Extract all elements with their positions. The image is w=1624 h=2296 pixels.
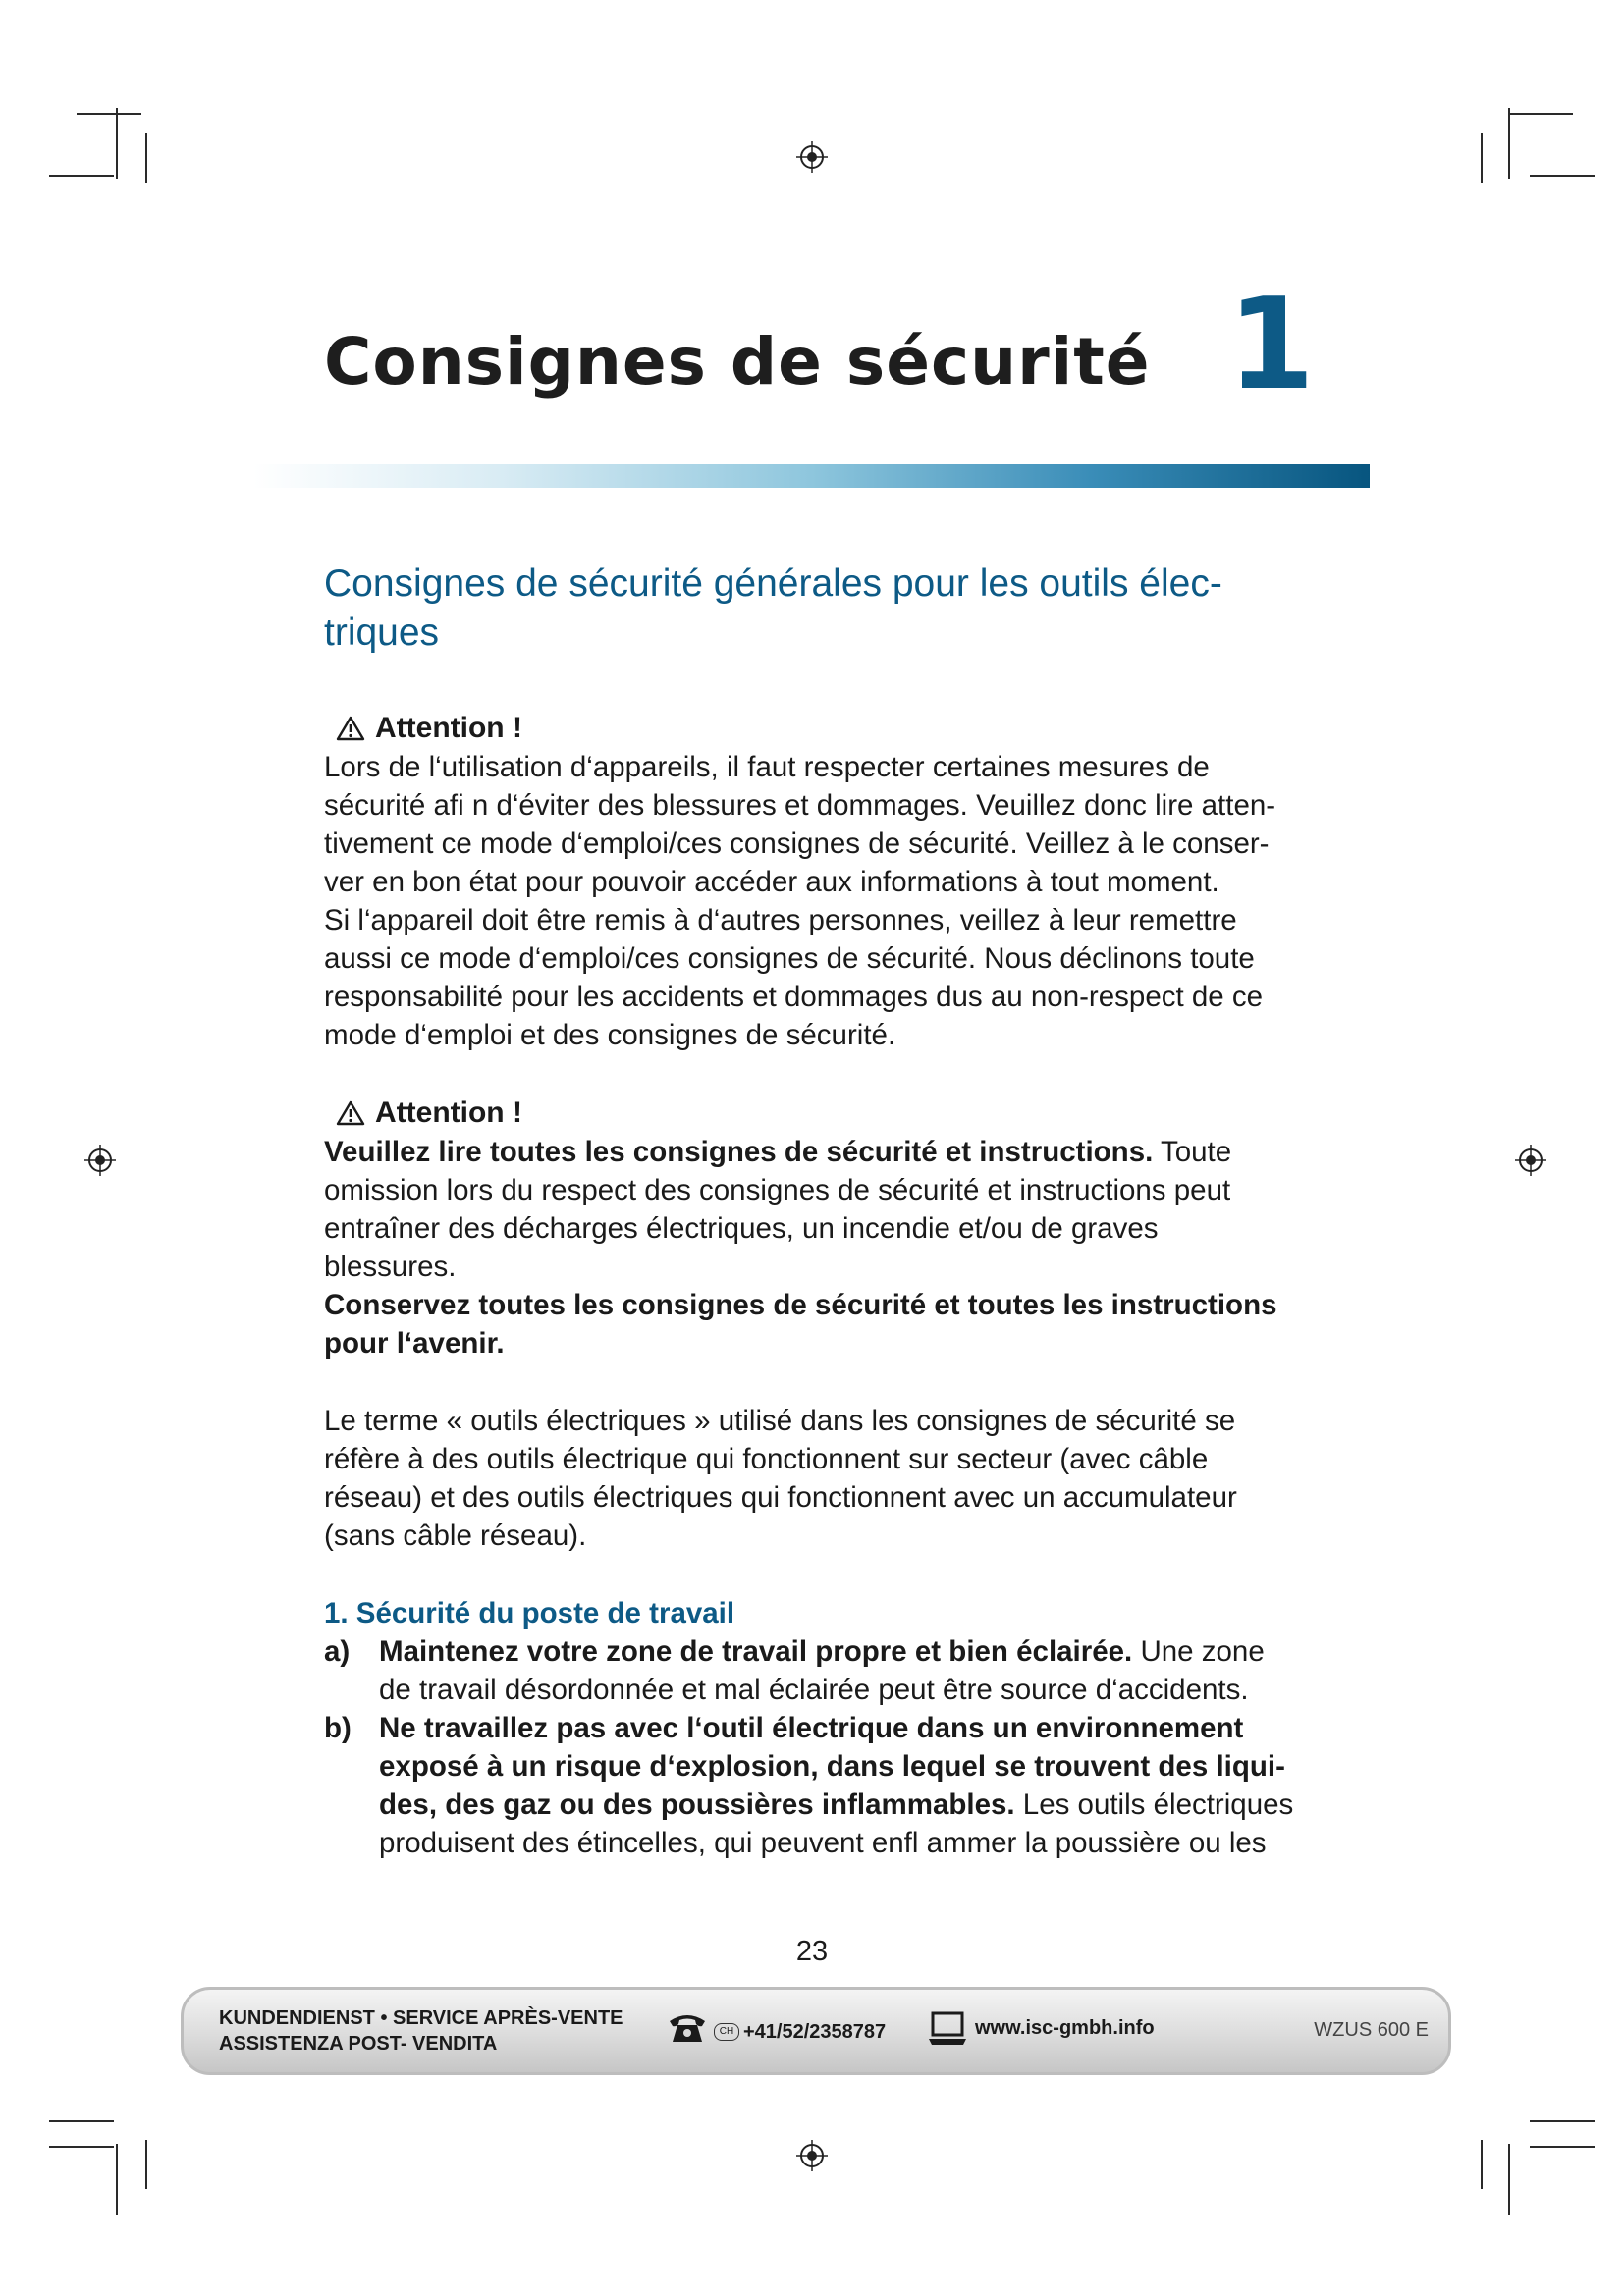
footer-phone: +41/52/2358787 [743,2021,887,2043]
chapter-number: 1 [1227,272,1316,418]
crop-mark [77,113,141,115]
crop-mark [145,2140,147,2189]
footer-model: WZUS 600 E [1314,2019,1429,2041]
bold-text: Conservez toutes les consignes de sécurité et toutes les instructions [324,1289,1277,1321]
text-line: ver en bon état pour pouvoir accéder aux informations à tout moment. [324,866,1219,898]
text-line: Une zone [1132,1635,1265,1668]
text-line: (sans câble réseau). [324,1520,587,1552]
bold-text: pour l‘avenir. [324,1327,505,1360]
crop-mark [116,108,118,179]
warning-label [324,709,1316,748]
crop-mark [1508,113,1573,115]
bold-text: exposé à un risque d‘explosion, dans lequel se trouvent des liqui- [379,1750,1285,1783]
crop-mark [1481,2140,1483,2189]
warning-triangle-icon [336,716,365,741]
text-line: sécurité afi n d‘éviter des blessures et dommages. Veuillez donc lire atten- [324,789,1276,822]
warning-triangle-icon [336,1100,365,1126]
list-item [324,1709,1316,1862]
registration-mark-icon [794,2138,830,2173]
list-marker: b) [324,1712,352,1744]
registration-mark-icon [794,139,830,175]
text-line: Toute [1153,1136,1232,1168]
text-line: Les outils électriques [1014,1789,1294,1821]
crop-mark [1508,108,1510,179]
section-heading [324,560,1316,658]
registration-mark-icon [82,1143,118,1178]
crop-mark [1530,2120,1595,2122]
crop-mark [49,2146,114,2148]
bold-text: Maintenez votre zone de travail propre et bien éclairée. [379,1635,1133,1668]
term-paragraph [324,1402,1316,1555]
text-line: blessures. [324,1251,457,1283]
footer-website-link[interactable]: www.isc-gmbh.info [975,2017,1155,2039]
crop-mark [1481,133,1483,183]
country-badge: CH [714,2023,739,2041]
text-line: Si l‘appareil doit être remis à d‘autres personnes, veillez à leur remettre [324,904,1237,936]
crop-mark [1530,2146,1595,2148]
page-number: 23 [795,1936,829,1967]
text-line: produisent des étincelles, qui peuvent enfl ammer la poussière ou les [379,1827,1267,1859]
crop-mark [49,2120,114,2122]
warning-paragraph [324,748,1316,1054]
computer-icon [928,2011,967,2047]
text-line: de travail désordonnée et mal éclairée peut être source d‘accidents. [379,1674,1249,1706]
crop-mark [116,2144,118,2215]
text-line: mode d‘emploi et des consignes de sécurité. [324,1019,896,1051]
bold-text: Veuillez lire toutes les consignes de sécurité et instructions. [324,1136,1154,1168]
warning-label [324,1094,1316,1133]
list-marker: a) [324,1635,351,1668]
text-line: omission lors du respect des consignes de sécurité et instructions peut [324,1174,1231,1206]
registration-mark-icon [1513,1143,1548,1178]
main-content [324,560,1316,1862]
footer-service-line: ASSISTENZA POST- VENDITA [219,2033,498,2055]
footer-service-line: KUNDENDIENST • SERVICE APRÈS-VENTE [219,2007,623,2029]
bold-text: des, des gaz ou des poussières inflammables. [379,1789,1015,1821]
header-gradient-band [253,464,1370,488]
text-line: Le terme « outils électriques » utilisé dans les consignes de sécurité se [324,1405,1236,1437]
text-line: réseau) et des outils électriques qui fonctionnent avec un accumulateur [324,1481,1237,1514]
text-line: Lors de l‘utilisation d‘appareils, il faut respecter certaines mesures de [324,751,1210,783]
text-line: responsabilité pour les accidents et dommages dus au non-respect de ce [324,981,1264,1013]
warning-label-text: Attention ! [375,712,522,744]
crop-mark [1508,2144,1510,2215]
crop-mark [145,133,147,183]
warning-paragraph [324,1133,1316,1362]
section-heading-line: Consignes de sécurité générales pour les outils élec- [324,562,1222,605]
bold-text: Ne travaillez pas avec l‘outil électrique dans un environnement [379,1712,1244,1744]
page-title: Consignes de sécurité [324,324,1151,400]
subsection-heading: 1. Sécurité du poste de travail [324,1597,735,1629]
text-line: aussi ce mode d‘emploi/ces consignes de sécurité. Nous déclinons toute [324,942,1255,975]
list-item [324,1632,1316,1709]
text-line: tivement ce mode d‘emploi/ces consignes de sécurité. Veillez à le conser- [324,828,1270,860]
crop-mark [49,175,114,177]
crop-mark [1530,175,1595,177]
section-heading-line: triques [324,612,440,654]
service-footer [181,1987,1451,2075]
text-line: réfère à des outils électrique qui fonctionnent sur secteur (avec câble [324,1443,1209,1475]
warning-label-text: Attention ! [375,1096,522,1129]
phone-icon [667,2011,708,2045]
text-line: entraîner des décharges électriques, un incendie et/ou de graves [324,1212,1159,1245]
